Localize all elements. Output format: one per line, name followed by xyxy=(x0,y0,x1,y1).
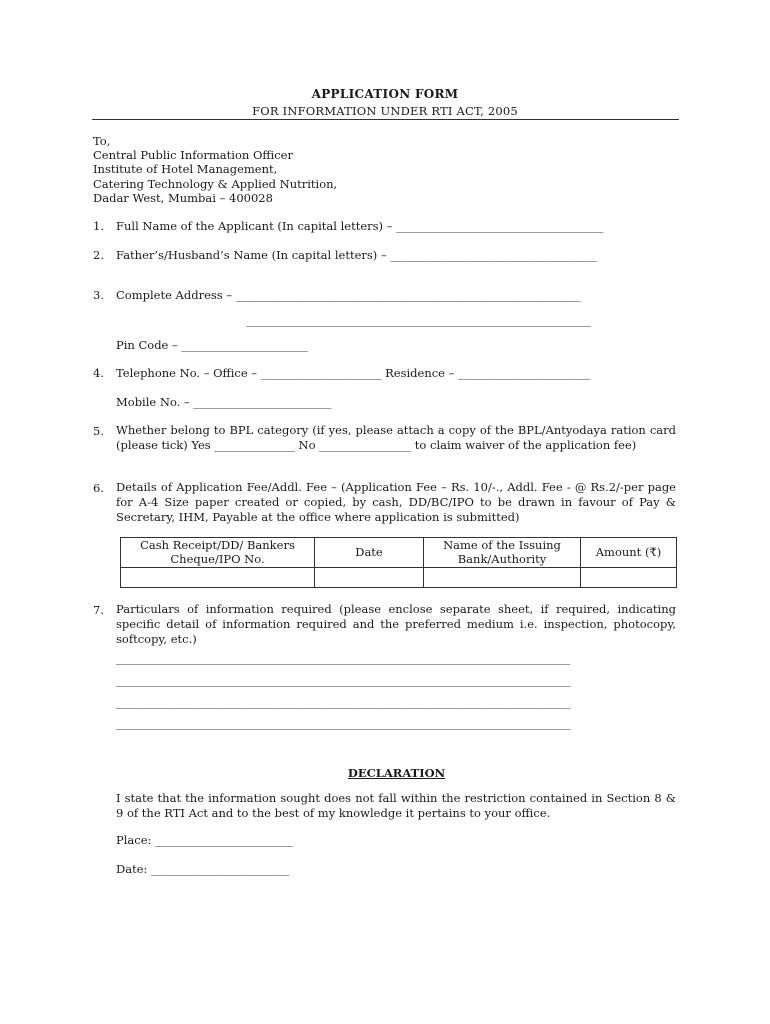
information-line-3[interactable]: _______________________________________________________________________________ xyxy=(116,695,571,709)
declaration-text: I state that the information sought does not fall within the restriction contained in Section 8 & 9 of the RTI Act and to the best of my knowledge it pertains to your office. xyxy=(116,791,676,820)
fee-table-header-receipt: Cash Receipt/DD/ Bankers Cheque/IPO No. xyxy=(121,538,315,568)
field-2-number: 2. xyxy=(93,248,104,262)
fee-table xyxy=(120,537,677,588)
address-line-1: Central Public Information Officer xyxy=(93,148,293,162)
fee-bank-cell[interactable] xyxy=(424,568,581,588)
information-line-4[interactable]: _______________________________________________________________________________ xyxy=(116,716,571,730)
fee-details-text: Details of Application Fee/Addl. Fee – (Application Fee – Rs. 10/-., Addl. Fee - @ Rs.2/-per page for A-4 Size paper created or copied, by cash, DD/BC/IPO to be drawn in favour of Pay & Secretary, IHM, Payable at the office where application is submitted) xyxy=(116,480,676,524)
fee-receipt-cell[interactable] xyxy=(121,568,315,588)
form-title: APPLICATION FORM xyxy=(311,87,459,101)
field-7-number: 7. xyxy=(93,603,104,617)
field-6-number: 6. xyxy=(93,481,104,495)
complete-address-line-2[interactable]: ____________________________________________________________ xyxy=(246,313,591,327)
field-1-number: 1. xyxy=(93,219,104,233)
fee-table-header-row xyxy=(121,538,677,568)
fee-table-header-date: Date xyxy=(315,538,424,568)
field-4-number: 4. xyxy=(93,366,104,380)
address-line-2: Institute of Hotel Management, xyxy=(93,162,278,176)
fee-amount-cell[interactable] xyxy=(581,568,677,588)
complete-address-field[interactable]: Complete Address – ____________________________________________________________ xyxy=(116,288,581,302)
information-required-text: Particulars of information required (please enclose separate sheet, if required, indicating specific detail of information required and the preferred medium i.e. inspection, photocopy, softcopy, etc.) xyxy=(116,602,676,646)
fee-table-entry-row[interactable] xyxy=(121,568,677,588)
address-line-3: Catering Technology & Applied Nutrition, xyxy=(93,177,338,191)
address-line-4: Dadar West, Mumbai – 400028 xyxy=(93,191,273,205)
pin-code-field[interactable]: Pin Code – ______________________ xyxy=(116,338,308,352)
fee-table-header-bank: Name of the Issuing Bank/Authority xyxy=(424,538,581,568)
mobile-field[interactable]: Mobile No. – ________________________ xyxy=(116,395,332,409)
telephone-field[interactable]: Telephone No. – Office – _____________________ Residence – _______________________ xyxy=(116,366,591,380)
fee-table-header-amount: Amount (₹) xyxy=(581,538,677,568)
full-name-field[interactable]: Full Name of the Applicant (In capital letters) – ____________________________________ xyxy=(116,219,604,233)
header-divider xyxy=(92,119,679,120)
father-husband-name-field[interactable]: Father’s/Husband’s Name (In capital letters) – ____________________________________ xyxy=(116,248,598,262)
declaration-title: DECLARATION xyxy=(347,766,446,780)
form-subtitle: FOR INFORMATION UNDER RTI ACT, 2005 xyxy=(252,104,518,118)
field-5-number: 5. xyxy=(93,424,104,438)
bpl-category-field[interactable]: Whether belong to BPL category (if yes, please attach a copy of the BPL/Antyodaya ration card (please tick) Yes ______________ No ________________ to claim waiver of the application fee) xyxy=(116,423,676,452)
field-3-number: 3. xyxy=(93,288,104,302)
date-field[interactable]: Date: ________________________ xyxy=(116,862,290,876)
address-to: To, xyxy=(93,134,111,148)
fee-date-cell[interactable] xyxy=(315,568,424,588)
place-field[interactable]: Place: ________________________ xyxy=(116,833,294,847)
information-line-1[interactable]: _______________________________________________________________________________ xyxy=(116,651,571,665)
information-line-2[interactable]: _______________________________________________________________________________ xyxy=(116,673,571,687)
